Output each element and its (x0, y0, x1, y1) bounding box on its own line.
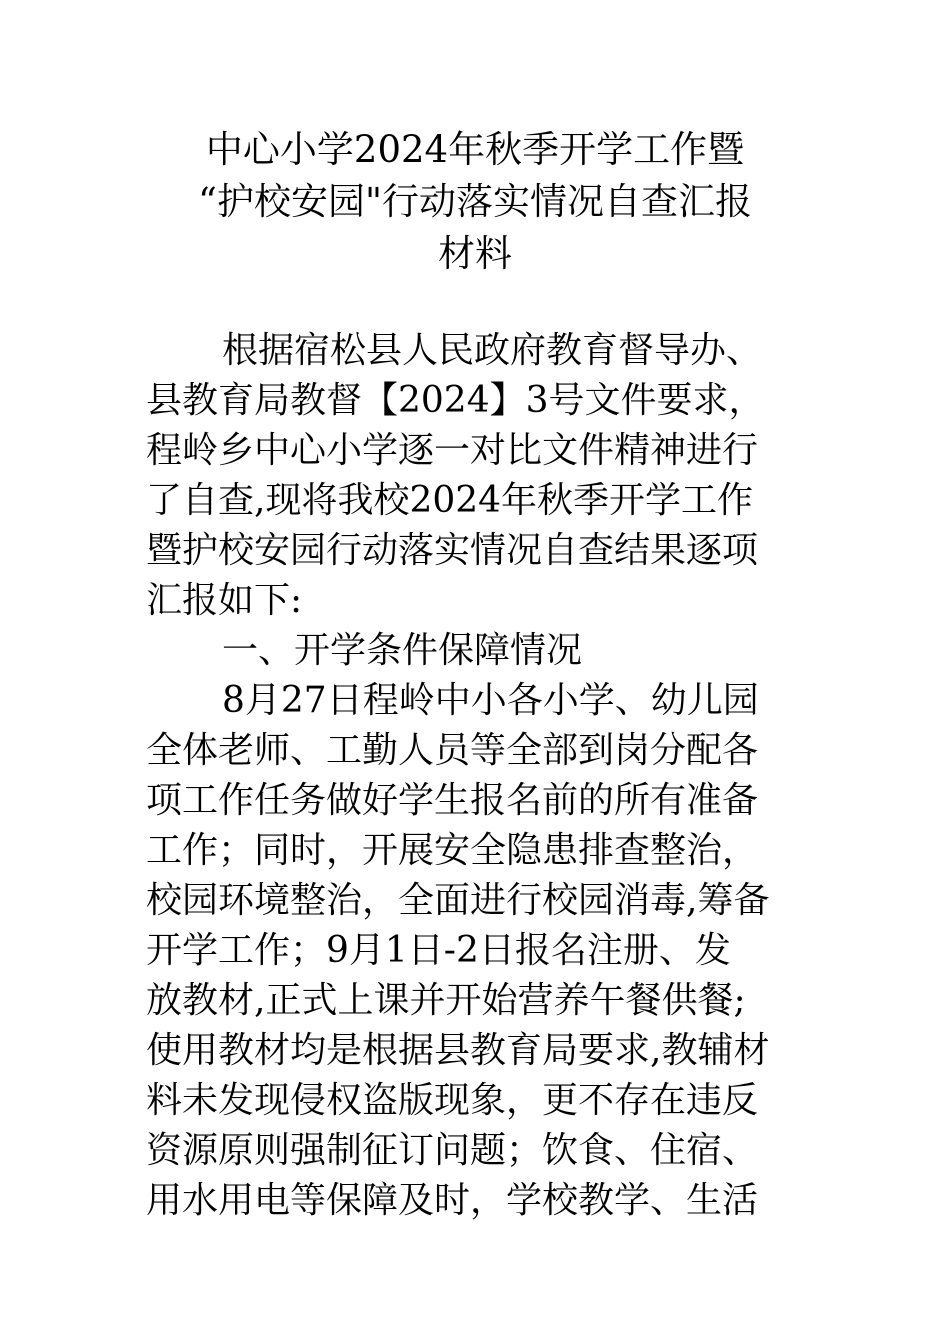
body-line: 汇报如下: (146, 580, 303, 621)
title-line-2: “护校安园"行动落实情况自查汇报 (198, 180, 752, 223)
body-line: 工作；同时，开展安全隐患排查整治， (146, 830, 759, 871)
body-line: 开学工作；9月1日-2日报名注册、发 (146, 930, 731, 971)
body-line: 8月27日程岭中小各小学、幼儿园 (222, 680, 759, 721)
body-line: 县教育局教督【2024】3号文件要求， (146, 380, 765, 421)
body-line: 暨护校安园行动落实情况自查结果逐项 (146, 530, 759, 571)
body-line: 料未发现侵权盗版现象，更不存在违反 (146, 1080, 759, 1121)
body-line: 资源原则强制征订问题；饮食、住宿、 (146, 1130, 759, 1171)
body-line: 放教材,正式上课并开始营养午餐供餐; (146, 980, 746, 1021)
body-line: 了自查,现将我校2024年秋季开学工作 (146, 480, 754, 521)
title-line-1: 中心小学2024年秋季开学工作暨 (205, 128, 745, 171)
body-line: 校园环境整治，全面进行校园消毒,筹备 (146, 880, 770, 921)
body-line: 项工作任务做好学生报名前的所有准备 (146, 780, 759, 821)
document-body (146, 326, 806, 1226)
section-heading: 一、开学条件保障情况 (222, 630, 583, 671)
title-line-3: 材料 (438, 232, 512, 275)
document-title (140, 124, 810, 280)
body-line: 程岭乡中心小学逐一对比文件精神进行 (146, 430, 759, 471)
body-line: 使用教材均是根据县教育局要求,教辅材 (146, 1030, 770, 1071)
body-line: 全体老师、工勤人员等全部到岗分配各 (146, 730, 759, 771)
body-line: 根据宿松县人民政府教育督导办、 (222, 330, 763, 371)
body-line: 用水用电等保障及时，学校教学、生活 (146, 1180, 759, 1221)
